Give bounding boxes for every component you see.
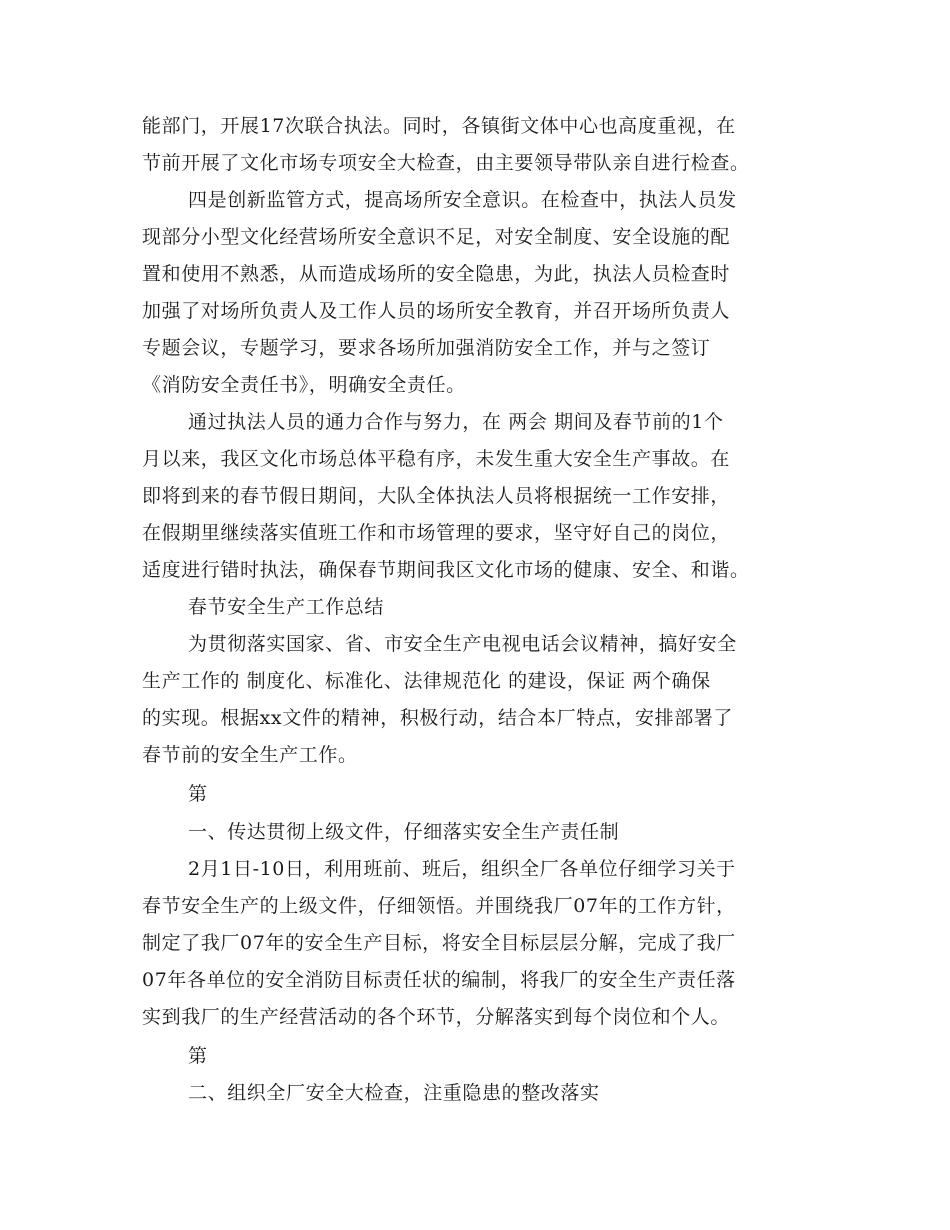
text-line: 月以来，我区文化市场总体平稳有序，未发生重大安全生产事故。在 [142, 448, 731, 470]
text-line: 制定了我厂07年的安全生产目标，将安全目标层层分解，完成了我厂 [142, 932, 736, 954]
text-line: 置和使用不熟悉，从而造成场所的安全隐患，为此，执法人员检查时 [142, 263, 731, 285]
heading-line: 二、组织全厂安全大检查，注重隐患的整改落实 [188, 1082, 600, 1104]
text-line: 现部分小型文化经营场所安全意识不足，对安全制度、安全设施的配 [142, 226, 731, 248]
text-line: 加强了对场所负责人及工作人员的场所安全教育，并召开场所负责人 [142, 300, 731, 322]
text-line: 第 [188, 783, 208, 805]
text-line: 的实现。根据xx文件的精神，积极行动，结合本厂特点，安排部署了 [142, 707, 734, 729]
text-line: 07年各单位的安全消防目标责任状的编制，将我厂的安全生产责任落 [142, 969, 736, 991]
text-line: 通过执法人员的通力合作与努力，在 两会 期间及春节前的1个 [188, 411, 724, 433]
text-line: 《消防安全责任书》，明确安全责任。 [142, 374, 466, 396]
text-line: 在假期里继续落实值班工作和市场管理的要求，坚守好自己的岗位， [142, 522, 731, 544]
text-line: 实到我厂的生产经营活动的各个环节，分解落实到每个岗位和个人。 [142, 1006, 731, 1028]
text-line: 春节安全生产的上级文件，仔细领悟。并围绕我厂07年的工作方针， [142, 895, 736, 917]
text-line: 2月1日-10日，利用班前、班后，组织全厂各单位仔细学习关于 [188, 858, 736, 880]
text-line: 能部门，开展17次联合执法。同时，各镇街文体中心也高度重视，在 [142, 115, 736, 137]
text-line: 适度进行错时执法，确保春节期间我区文化市场的健康、安全、和谐。 [142, 559, 750, 581]
text-line: 生产工作的 制度化、标准化、法律规范化 的建设，保证 两个确保 [142, 670, 711, 692]
text-line: 为贯彻落实国家、省、市安全生产电视电话会议精神，搞好安全 [188, 633, 737, 655]
text-line: 春节前的安全生产工作。 [142, 744, 358, 766]
heading-line: 一、传达贯彻上级文件，仔细落实安全生产责任制 [188, 821, 620, 843]
text-line: 节前开展了文化市场专项安全大检查，由主要领导带队亲自进行检查。 [142, 152, 750, 174]
text-line: 专题会议，专题学习，要求各场所加强消防安全工作，并与之签订 [142, 337, 711, 359]
section-title: 春节安全生产工作总结 [188, 596, 385, 618]
text-line: 即将到来的春节假日期间，大队全体执法人员将根据统一工作安排， [142, 485, 731, 507]
text-line: 第 [188, 1045, 208, 1067]
text-line: 四是创新监管方式，提高场所安全意识。在检查中，执法人员发 [188, 189, 737, 211]
